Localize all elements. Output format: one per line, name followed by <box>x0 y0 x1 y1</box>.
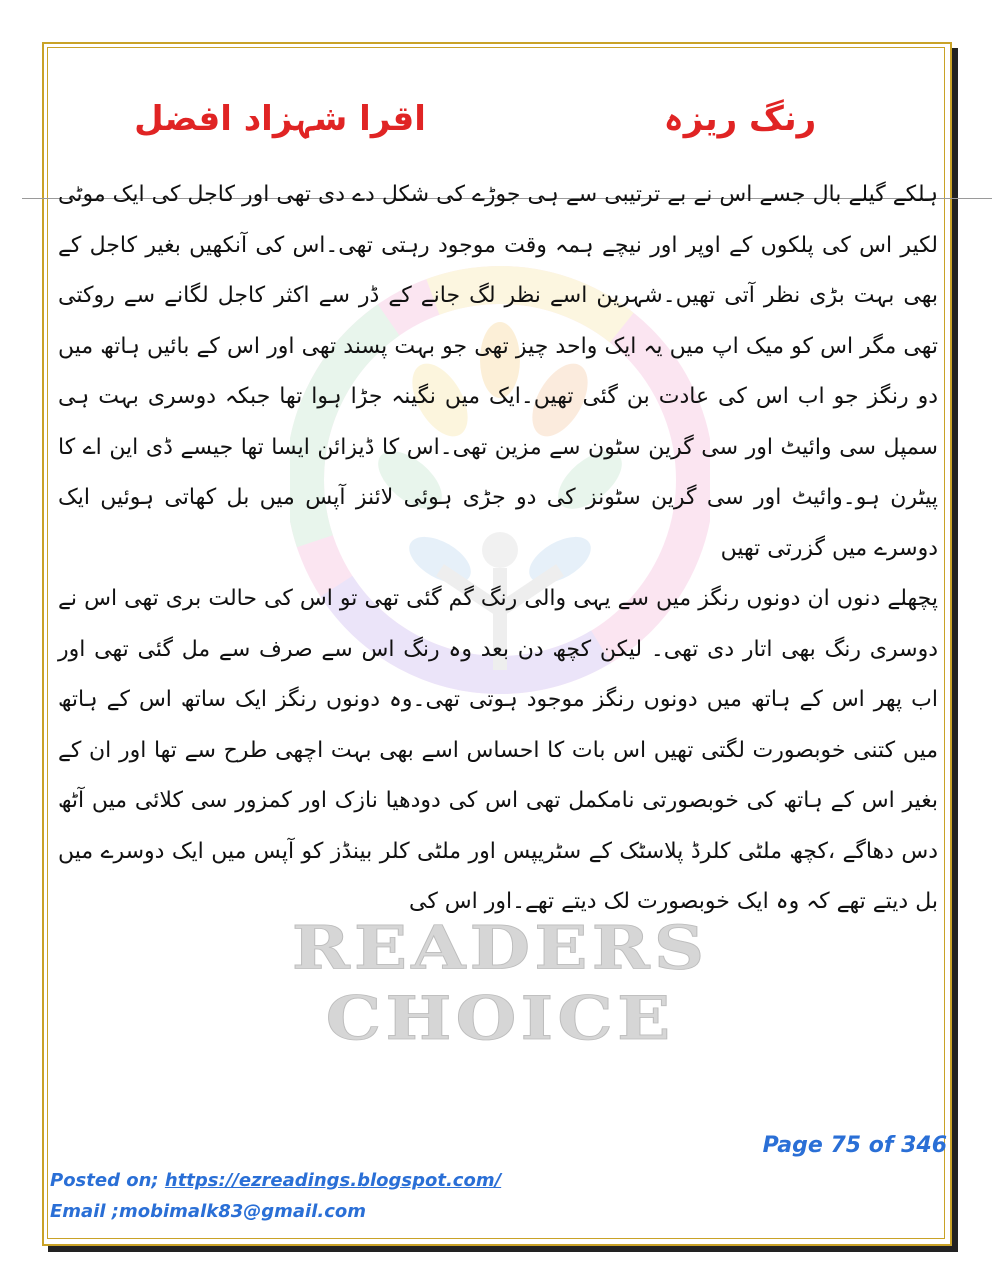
page-number: Page 75 of 346 <box>762 1133 947 1158</box>
author-name: اقرا شہزاد افضل <box>134 99 426 139</box>
book-title: رنگ ریزہ <box>663 99 817 139</box>
email-line: Email ;mobimalk83@gmail.com <box>50 1201 367 1222</box>
watermark-text: READERS CHOICE <box>291 912 709 1054</box>
paragraph: پچھلے دنوں ان دونوں رنگز میں سے یہی والی رنگ گم گئی تھی تو اس کی حالت بری تھی اس نے دوسری رنگ بھی اتار دی تھی۔ لیکن کچھ دن بعد وہ رنگ اس سے صرف سے مل گئی تھی اور اب پھر اس کے ہاتھ میں دونوں رنگز موجود ہوتی تھی۔وہ دونوں رنگز ایک ساتھ اس کے ہاتھ میں کتنی خوبصورت لگتی تھیں اس بات کا احساس اسے بھی بہت اچھی طرح سے تھا اور ان کے بغیر اس کے ہاتھ کی خوبصورتی نامکمل تھی اس کی دودھیا نازک اور کمزور سی کلائی میں آٹھ دس دھاگے ،کچھ ملٹی کلرڈ پلاسٹک کے سٹریپس اور ملٹی کلر بینڈز کو آپس میں ایک دوسرے میں بل دیتے تھے کہ وہ ایک خوبصورت لک دیتے تھے۔اور اس کی <box>58 586 938 914</box>
posted-label: Posted on; <box>50 1170 165 1191</box>
body-text <box>58 170 938 928</box>
blog-link[interactable]: https://ezreadings.blogspot.com/ <box>164 1170 502 1191</box>
paragraph: ہلکے گیلے بال جسے اس نے بے ترتیبی سے ہی جوڑے کی شکل دے دی تھی اور کاجل کی ایک موٹی لکیر اس کی پلکوں کے اوپر اور نیچے ہمہ وقت موجود رہتی تھی۔اس کی آنکھیں بغیر کاجل کے بھی بہت بڑی نظر آتی تھیں۔شہرین اسے نظر لگ جانے کے ڈر سے اکثر کاجل لگانے سے روکتی تھی مگر اس کو میک اپ میں یہ ایک واحد چیز تھی جو بہت پسند تھی اور اس کے بائیں ہاتھ میں دو رنگز جو اب اس کی عادت بن گئی تھیں۔ایک میں نگینہ جڑا ہوا تھا جبکہ دوسری بہت ہی سمپل سی وائیٹ اور سی گرین سٹون سے مزین تھی۔اس کا ڈیزائن ایسا تھا جیسے ڈی این اے کا پیٹرن ہو۔وائیٹ اور سی گرین سٹونز کی دو جڑی ہوئی لائنز آپس میں بل کھاتی ہوئیں ایک دوسرے میں گزرتی تھیں <box>58 182 938 561</box>
posted-on <box>50 1170 501 1191</box>
